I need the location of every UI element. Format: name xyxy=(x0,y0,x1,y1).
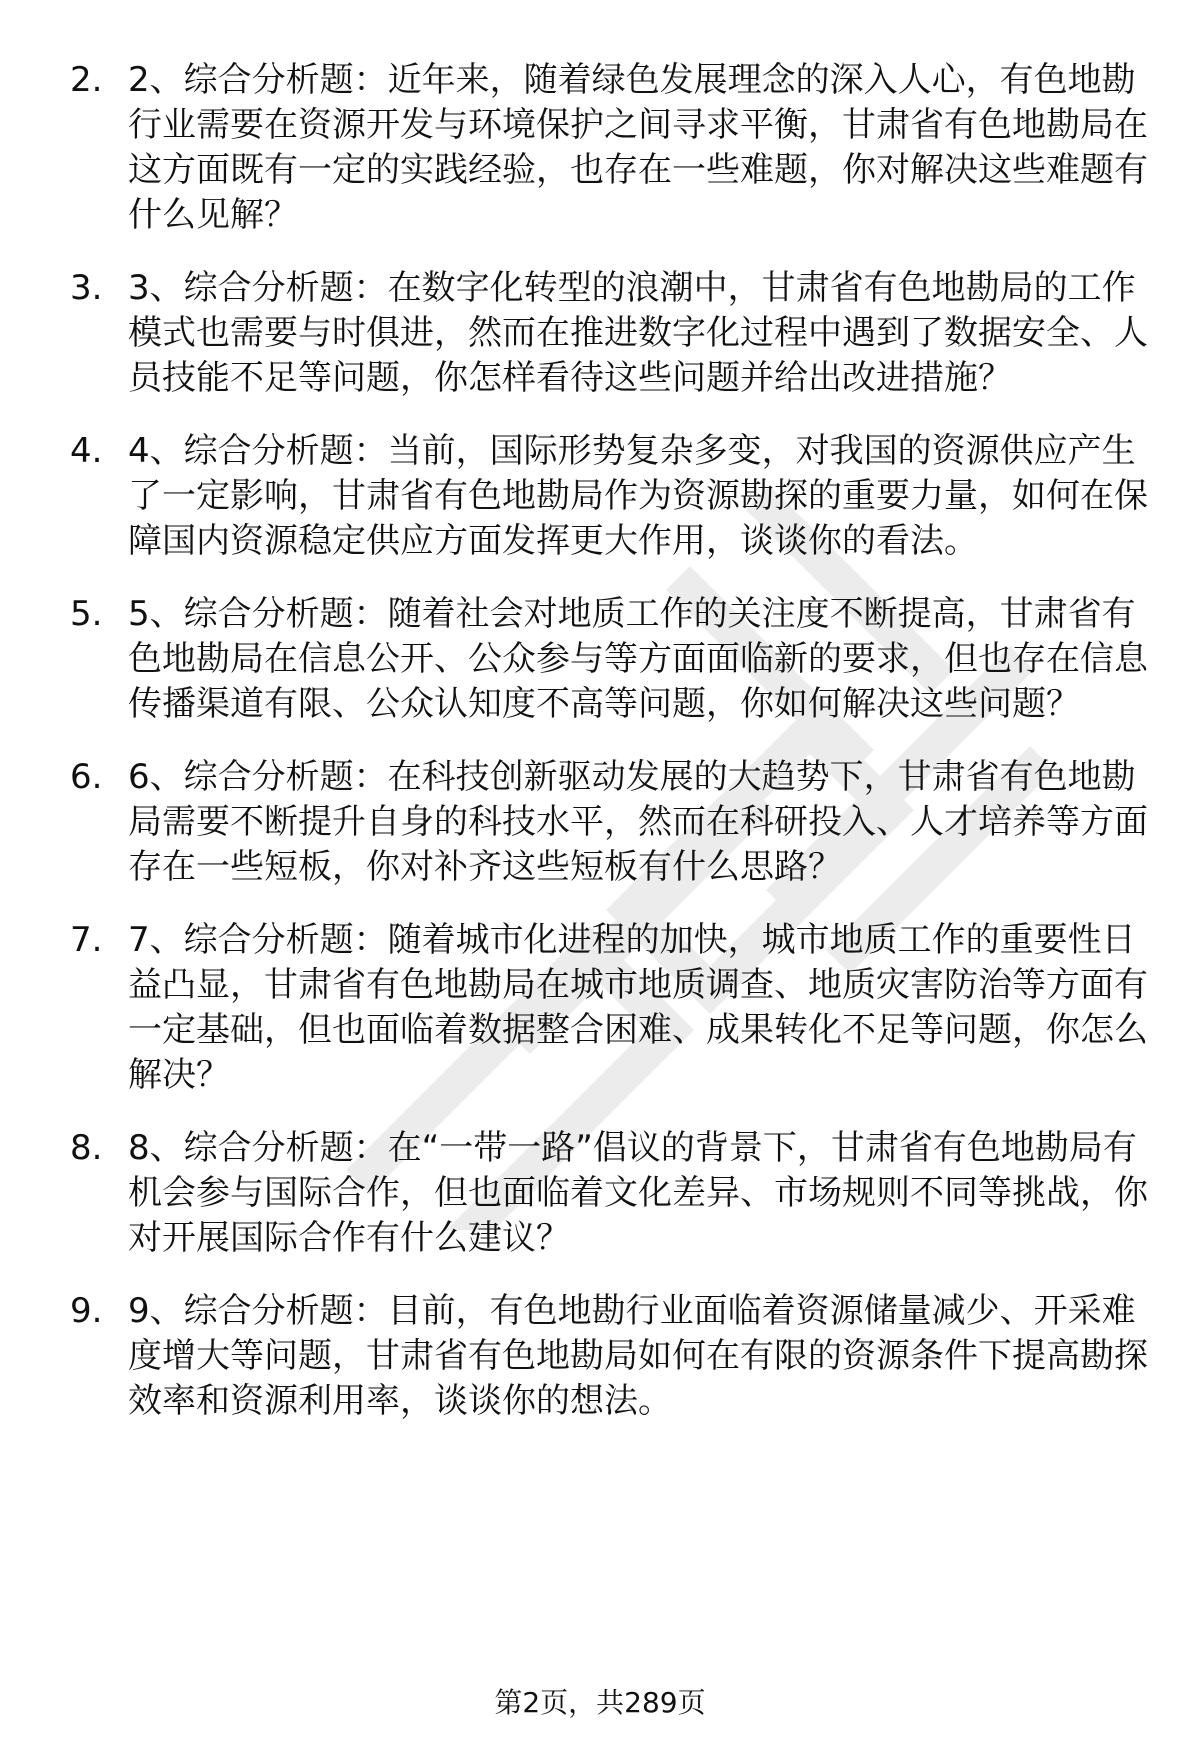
question-list xyxy=(70,58,1160,1452)
question-item xyxy=(70,266,1160,401)
question-text: 8、综合分析题：在“一带一路”倡议的背景下，甘肃省有色地勘局有机会参与国际合作，但也面临着文化差异、市场规则不同等挑战，你对开展国际合作有什么建议？ xyxy=(128,1128,1148,1258)
question-item xyxy=(70,1289,1160,1424)
question-item xyxy=(70,58,1160,238)
question-item xyxy=(70,1126,1160,1261)
question-text: 6、综合分析题：在科技创新驱动发展的大趋势下，甘肃省有色地勘局需要不断提升自身的科技水平，然而在科研投入、人才培养等方面存在一些短板，你对补齐这些短板有什么思路？ xyxy=(128,757,1148,887)
question-number: 9. xyxy=(70,1291,103,1331)
question-text: 5、综合分析题：随着社会对地质工作的关注度不断提高，甘肃省有色地勘局在信息公开、公众参与等方面面临新的要求，但也存在信息传播渠道有限、公众认知度不高等问题，你如何解决这些问题？ xyxy=(128,594,1148,724)
page-footer: 第2页，共289页 xyxy=(494,1686,706,1719)
question-item xyxy=(70,429,1160,564)
question-number: 2. xyxy=(70,60,103,100)
question-item xyxy=(70,592,1160,727)
question-item xyxy=(70,755,1160,890)
question-text: 4、综合分析题：当前，国际形势复杂多变，对我国的资源供应产生了一定影响，甘肃省有色地勘局作为资源勘探的重要力量，如何在保障国内资源稳定供应方面发挥更大作用，谈谈你的看法。 xyxy=(128,431,1148,561)
question-number: 5. xyxy=(70,594,103,634)
question-text: 9、综合分析题：目前，有色地勘行业面临着资源储量减少、开采难度增大等问题，甘肃省有色地勘局如何在有限的资源条件下提高勘探效率和资源利用率，谈谈你的想法。 xyxy=(128,1291,1148,1421)
question-number: 4. xyxy=(70,431,103,471)
question-text: 2、综合分析题：近年来，随着绿色发展理念的深入人心，有色地勘行业需要在资源开发与环境保护之间寻求平衡，甘肃省有色地勘局在这方面既有一定的实践经验，也存在一些难题，你对解决这些难题有什么见解？ xyxy=(128,60,1148,235)
question-number: 7. xyxy=(70,920,103,960)
question-number: 3. xyxy=(70,268,103,308)
question-item xyxy=(70,918,1160,1098)
question-text: 7、综合分析题：随着城市化进程的加快，城市地质工作的重要性日益凸显，甘肃省有色地勘局在城市地质调查、地质灾害防治等方面有一定基础，但也面临着数据整合困难、成果转化不足等问题，你怎么解决？ xyxy=(128,920,1148,1095)
question-text: 3、综合分析题：在数字化转型的浪潮中，甘肃省有色地勘局的工作模式也需要与时俱进，然而在推进数字化过程中遇到了数据安全、人员技能不足等问题，你怎样看待这些问题并给出改进措施？ xyxy=(128,268,1148,398)
question-number: 8. xyxy=(70,1128,103,1168)
question-number: 6. xyxy=(70,757,103,797)
